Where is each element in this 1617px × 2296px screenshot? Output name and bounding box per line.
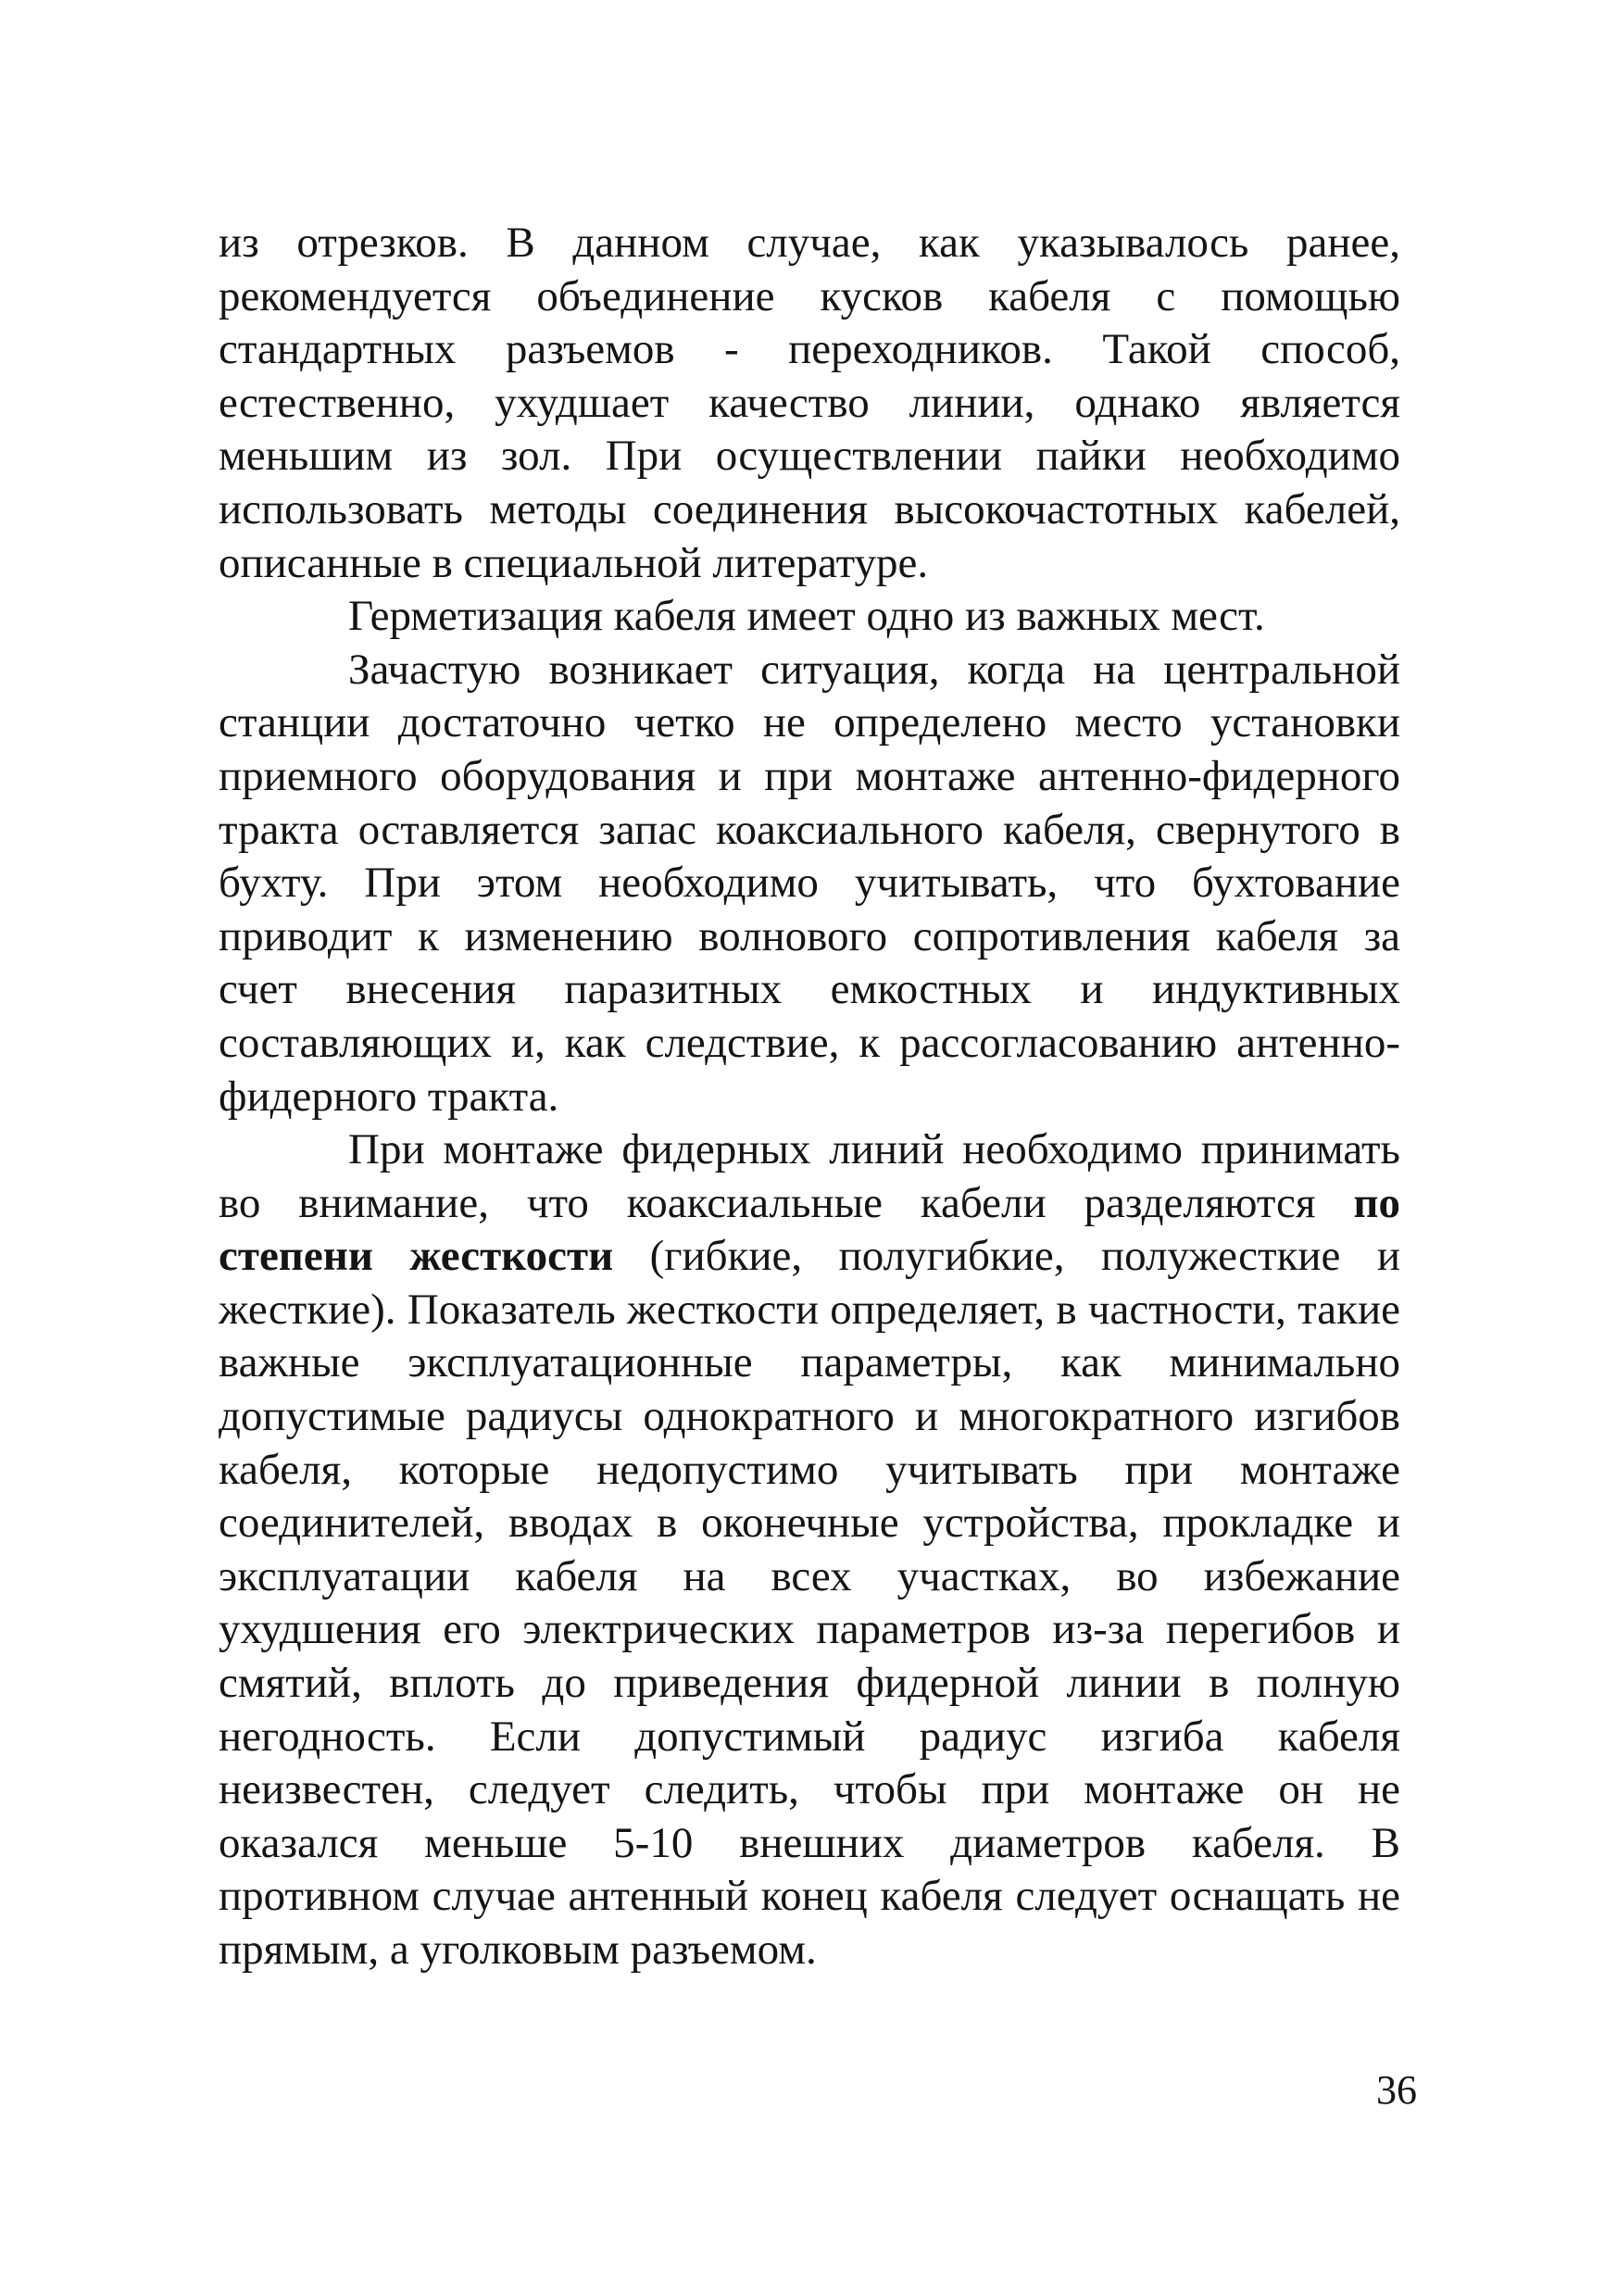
page-number: 36 (1376, 2067, 1417, 2113)
paragraph-4 (219, 1123, 1400, 1977)
body-text (219, 217, 1400, 1977)
paragraph-4-rest: (гибкие, полугибкие, полужесткие и жесткие). Показатель жесткости определяет, в частности, такие важные эксплуатационные параметры, как минимально допустимые радиусы однократного и многократного изгибов кабеля, которые недопустимо учитывать при монтаже соединителей, вводах в оконечные устройства, прокладке и эксплуатации кабеля на всех участках, во избежание ухудшения его электрических параметров из-за перегибов и смятий, вплоть до приведения фидерной линии в полную негодность. Если допустимый радиус изгиба кабеля неизвестен, следует следить, чтобы при монтаже он не оказался меньше 5-10 внешних диаметров кабеля. В противном случае антенный конец кабеля следует оснащать не прямым, а уголковым разъемом. (219, 1232, 1400, 1974)
paragraph-4-lead: При монтаже фидерных линий необходимо принимать во внимание, что коаксиальные кабели разделяются (219, 1125, 1400, 1227)
bold-term: по степени жесткости (219, 1178, 1400, 1281)
paragraph-2: Герметизация кабеля имеет одно из важных мест. (348, 592, 1265, 641)
paragraph-1: из отрезков. В данном случае, как указывалось ранее, рекомендуется объединение кусков кабеля с помощью стандартных разъемов - переходников. Такой способ, естественно, ухудшает качество линии, однако является меньшим из зол. При осуществлении пайки необходимо использовать методы соединения высокочастотных кабелей, описанные в специальной литературе. (219, 219, 1400, 587)
paragraph-3: Зачастую возникает ситуация, когда на центральной станции достаточно четко не определено место установки приемного оборудования и при монтаже антенно-фидерного тракта оставляется запас коаксиального кабеля, свернутого в бухту. При этом необходимо учитывать, что бухтование приводит к изменению волнового сопротивления кабеля за счет внесения паразитных емкостных и индуктивных составляющих и, как следствие, к рассогласованию антенно-фидерного тракта. (219, 645, 1400, 1121)
